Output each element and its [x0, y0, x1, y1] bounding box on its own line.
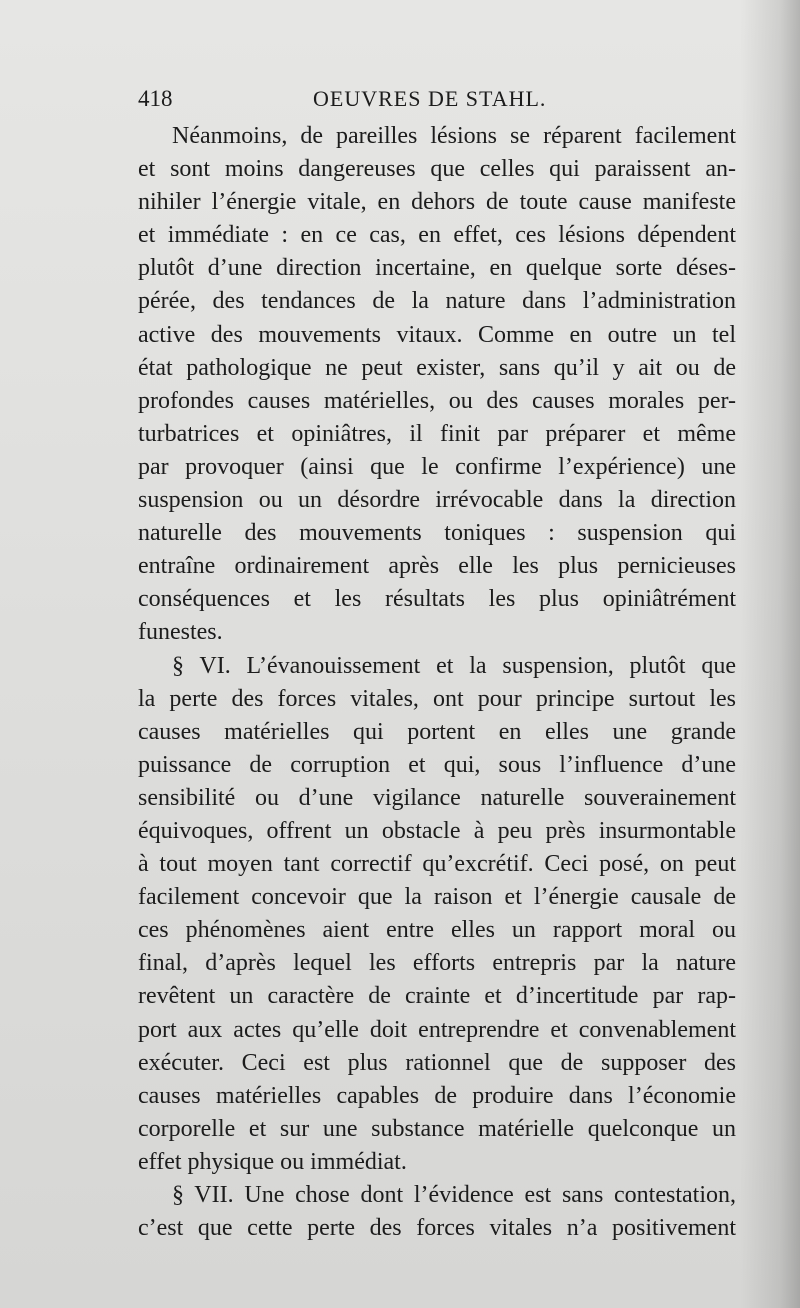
text-line: et immédiate : en ce cas, en effet, ces lésions dépendent: [138, 222, 736, 249]
text-line: turbatrices et opiniâtres, il finit par préparer et même: [138, 420, 736, 447]
text-line: profondes causes matérielles, ou des causes morales per-: [138, 387, 736, 414]
text-line: effet physique ou immédiat.: [138, 1148, 407, 1175]
text-line: la perte des forces vitales, ont pour principe surtout les: [138, 685, 736, 712]
section-heading-line: § VII. Une chose dont l’évidence est sans contestation,: [172, 1182, 736, 1208]
text-line: à tout moyen tant correctif qu’excrétif. Ceci posé, on peut: [138, 851, 736, 878]
text-line: état pathologique ne peut exister, sans qu’il y ait ou de: [138, 354, 736, 381]
page-number: 418: [138, 86, 173, 111]
text-line: nihiler l’énergie vitale, en dehors de toute cause manifeste: [138, 189, 736, 216]
text-line: facilement concevoir que la raison et l’énergie causale de: [138, 884, 736, 911]
text-line: entraîne ordinairement après elle les plus pernicieuses: [138, 553, 736, 580]
text-line: funestes.: [138, 619, 223, 646]
text-line: plutôt d’une direction incertaine, en quelque sorte déses-: [138, 255, 736, 282]
text-line: puissance de corruption et qui, sous l’influence d’une: [138, 751, 736, 778]
text-line: naturelle des mouvements toniques : suspension qui: [138, 520, 736, 547]
running-title: OEUVRES DE STAHL.: [313, 86, 547, 111]
text-line: causes matérielles qui portent en elles une grande: [138, 718, 736, 745]
text-line: ces phénomènes aient entre elles un rapport moral ou: [138, 917, 736, 944]
text-line: exécuter. Ceci est plus rationnel que de supposer des: [138, 1049, 736, 1076]
text-line: sensibilité ou d’une vigilance naturelle souverainement: [138, 784, 736, 811]
text-line: par provoquer (ainsi que le confirme l’expérience) une: [138, 453, 736, 480]
text-line: causes matérielles capables de produire dans l’économie: [138, 1082, 736, 1109]
text-line: et sont moins dangereuses que celles qui paraissent an-: [138, 156, 736, 183]
text-line: conséquences et les résultats les plus opiniâtrément: [138, 586, 736, 613]
text-line: revêtent un caractère de crainte et d’incertitude par rap-: [138, 983, 736, 1010]
text-line: pérée, des tendances de la nature dans l’administration: [138, 288, 736, 315]
text-line: active des mouvements vitaux. Comme en outre un tel: [138, 321, 736, 348]
text-line: port aux actes qu’elle doit entreprendre et convenablement: [138, 1016, 736, 1043]
page-header: [138, 86, 738, 116]
text-line: suspension ou un désordre irrévocable dans la direction: [138, 487, 736, 514]
text-line: final, d’après lequel les efforts entrepris par la nature: [138, 950, 736, 977]
body-text: [138, 120, 736, 1245]
text-line: équivoques, offrent un obstacle à peu près insurmontable: [138, 817, 736, 844]
text-line: corporelle et sur une substance matérielle quelconque un: [138, 1115, 736, 1142]
text-line: c’est que cette perte des forces vitales n’a positivement: [138, 1215, 736, 1242]
section-heading-line: § VI. L’évanouissement et la suspension, plutôt que: [172, 652, 736, 679]
text-line: Néanmoins, de pareilles lésions se réparent facilement: [172, 123, 736, 149]
